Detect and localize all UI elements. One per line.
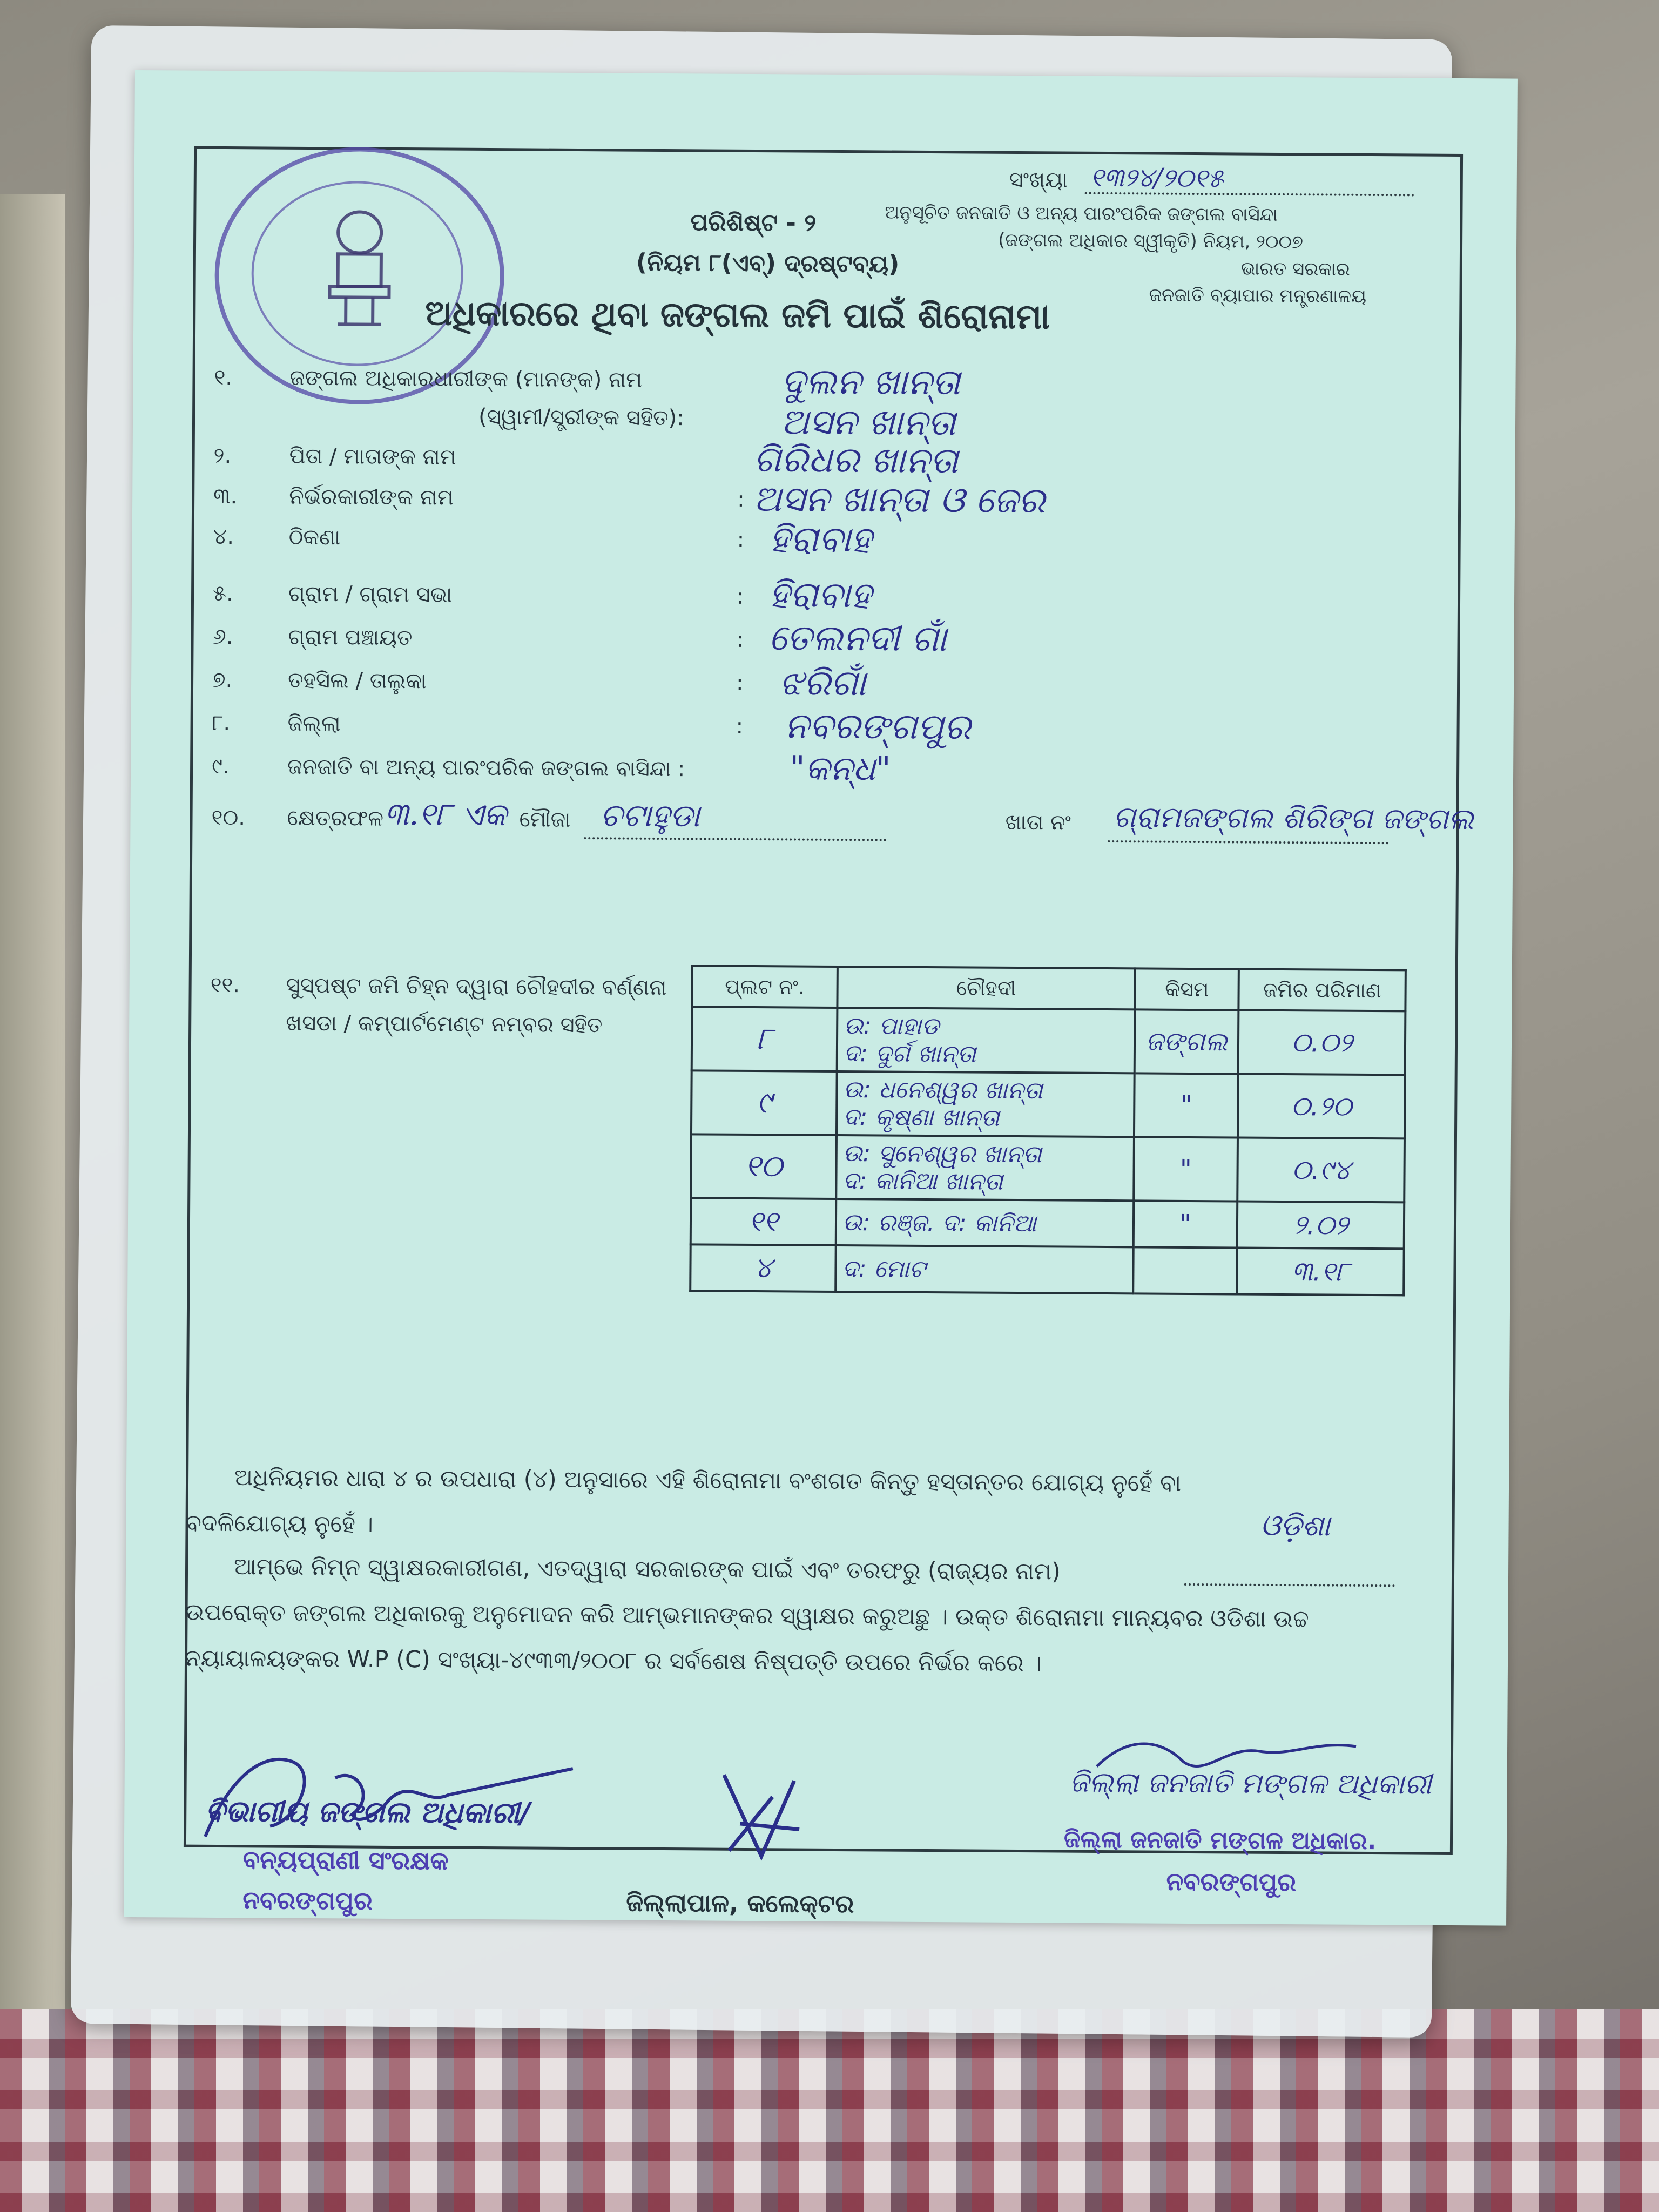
field-3-number: ୩.	[213, 483, 238, 509]
boundary-label-1: ସୁସ୍ପଷ୍ଟ ଜମି ଚିହ୍ନ ଦ୍ୱାରା ଚୌହଦୀର ବର୍ଣ୍ଣନା	[286, 973, 667, 1001]
act-line-2: (ଜଙ୍ଗଲ ଅଧିକାର ସ୍ୱୀକୃତି) ନିୟମ, ୨୦୦୭	[997, 229, 1304, 253]
mouza-label: ମୌଜା	[519, 807, 571, 832]
background-cloth-bottom	[0, 2009, 1659, 2212]
field-11-number: ୧୧.	[210, 972, 240, 998]
field-5-colon: :	[736, 584, 744, 609]
boundary-cell	[837, 1008, 1135, 1073]
field-8-value: ନବରଙ୍ଗପୁର	[784, 705, 972, 748]
field-10-number: ୧୦.	[211, 805, 246, 831]
total-area: ୩.୧୮	[1237, 1248, 1404, 1296]
table-row	[691, 1134, 1405, 1202]
field-7-label: ତହସିଲ / ତାଲୁକା	[287, 667, 427, 694]
header-kind: କିସମ	[1135, 968, 1239, 1010]
forest-officer-place: ନବରଙ୍ଗପୁର	[242, 1885, 373, 1916]
field-6-number: ୬.	[212, 624, 233, 650]
land-area: ୦.୦୨	[1238, 1010, 1405, 1075]
boundary-north: ଉ: ଧନେଶ୍ୱର ଖାନ୍ତା	[843, 1076, 1043, 1105]
act-line-4: ଜନଜାତି ବ୍ୟାପାର ମନ୍ତ୍ରଣାଳୟ	[1149, 284, 1367, 307]
field-1-label: ଜଙ୍ଗଲ ଅଧିକାରଧାରୀଙ୍କ (ମାନଙ୍କ) ନାମ	[289, 365, 643, 393]
collector-title: ଜିଲ୍ଲାପାଳ, କଲେକ୍ଟର	[626, 1887, 854, 1919]
emblem-icon	[321, 208, 397, 333]
appendix-label: ପରିଶିଷ୍ଟ - ୨	[690, 208, 817, 237]
field-7-colon: :	[736, 670, 744, 696]
background-cloth-left	[0, 194, 65, 2212]
khata-value: ଗ୍ରାମଜଙ୍ଗଲ ଶିରିଙ୍ଗ ଜଙ୍ଗଲ	[1113, 800, 1474, 837]
boundary-cell	[837, 1071, 1135, 1137]
mouza-value: ଚଟାହୁଡା	[600, 797, 700, 834]
field-3-label: ନିର୍ଭରକାରୀଙ୍କ ନାମ	[289, 484, 454, 510]
land-kind: "	[1134, 1137, 1238, 1201]
boundary-north: ଉ: ସୁନେଶ୍ୱର ଖାନ୍ତା	[842, 1139, 1042, 1169]
plot-number: ୮	[692, 1007, 838, 1071]
table-row	[691, 1070, 1405, 1138]
boundary-table-header	[692, 966, 1405, 1011]
field-1-sublabel: (ସ୍ୱାମୀ/ସ୍ତ୍ରୀଙ୍କ ସହିତ):	[478, 404, 684, 431]
land-kind: ଜଙ୍ଗଲ	[1135, 1009, 1239, 1074]
number-label: ସଂଖ୍ୟା	[1009, 167, 1068, 193]
field-8-label: ଜିଲ୍ଲା	[287, 711, 341, 737]
land-kind: "	[1134, 1073, 1238, 1137]
header-plot-no: ପ୍ଲଟ ନଂ.	[692, 966, 837, 1008]
forest-officer-title: ବିଭାଗୀୟ ଜଙ୍ଗଲ ଅଧିକାରୀ/	[205, 1793, 530, 1830]
title-document	[124, 70, 1518, 1926]
field-3-value: ଅସନ ଖାନ୍ତା ଓ ଜେର	[753, 478, 1046, 522]
field-9-label: ଜନଜାତି ବା ଅନ୍ୟ ପାରଂପରିକ ଜଙ୍ଗଲ ବାସିନ୍ଦା :	[287, 754, 685, 782]
welfare-officer-title: ଜିଲ୍ଲା ଜନଜାତି ମଙ୍ଗଳ ଅଧିକାରୀ	[1069, 1766, 1432, 1801]
field-3-colon: :	[737, 487, 745, 512]
rule-reference: (ନିୟମ ୮(ଏବ୍) ଦ୍ରଷ୍ଟବ୍ୟ)	[636, 248, 900, 278]
forest-officer-signature-icon	[194, 1718, 584, 1860]
field-5-value: ହିରାବାହ	[768, 574, 872, 616]
state-name: ଓଡ଼ିଶା	[1260, 1508, 1331, 1543]
field-9-number: ୯.	[211, 753, 230, 779]
body-paragraph-2c: ନ୍ୟାୟାଳୟଙ୍କର W.P (C) ସଂଖ୍ୟା-୪୯୩୩/୨୦୦୮ ର ସର୍ବଶେଷ ନିଷ୍ପତ୍ତି ଉପରେ ନିର୍ଭର କରେ ।	[184, 1644, 1042, 1677]
field-2-label: ପିତା / ମାତାଙ୍କ ନାମ	[289, 443, 456, 470]
boundary-table	[689, 965, 1407, 1296]
boundary-cell	[836, 1135, 1134, 1201]
boundary-label-2: ଖସଡା / କମ୍ପାର୍ଟମେଣ୍ଟ ନମ୍ବର ସହିତ	[286, 1010, 603, 1038]
field-7-number: ୭.	[212, 667, 233, 693]
field-6-label: ଗ୍ରାମ ପଞ୍ଚାୟତ	[288, 624, 413, 651]
document-title: ଅଧିକାରରେ ଥିବା ଜଙ୍ଗଲ ଜମି ପାଇଁ ଶିରୋନାମା	[425, 293, 1050, 338]
land-area: ୦.୨୦	[1238, 1074, 1405, 1139]
boundary-south: ଦ: ଦୁର୍ଗ ଖାନ୍ତା	[843, 1040, 976, 1068]
field-5-label: ଗ୍ରାମ / ଗ୍ରାମ ସଭା	[288, 581, 453, 608]
total-plot-count: ୪	[690, 1244, 836, 1292]
field-4-number: ୪.	[213, 524, 234, 550]
field-6-colon: :	[736, 627, 744, 652]
welfare-officer-place: ନବରଙ୍ଗପୁର	[1166, 1866, 1297, 1897]
total-label: ଦ: ମୋଟ	[835, 1245, 1134, 1293]
field-9-value: "କନ୍ଧ"	[789, 748, 891, 788]
welfare-officer-stamp: ଜିଲ୍ଲା ଜନଜାତି ମଙ୍ଗଳ ଅଧିକାର.	[1063, 1825, 1377, 1856]
field-1-value: ଦୁଲନ ଖାନ୍ତା	[781, 360, 961, 403]
field-8-number: ୮.	[212, 710, 231, 736]
plot-number: ୯	[691, 1070, 837, 1135]
field-7-value: ଝରିଗାଁ	[779, 662, 866, 704]
body-paragraph-1: ଅଧିନିୟମର ଧାରା ୪ ର ଉପଧାରା (୪) ଅନୁସାରେ ଏହି ଶିରୋନାମା ବଂଶଗତ କିନ୍ତୁ ହସ୍ତାନ୍ତର ଯୋଗ୍ୟ ନୁହେଁ ବା	[234, 1464, 1182, 1497]
forest-officer-stamp: ବନ୍ୟପ୍ରାଣୀ ସଂରକ୍ଷକ	[242, 1845, 449, 1876]
field-4-colon: :	[737, 527, 745, 552]
area-label: କ୍ଷେତ୍ରଫଳ	[287, 805, 384, 831]
plot-number: ୧୧	[691, 1198, 837, 1245]
boundary-cell	[836, 1199, 1134, 1247]
field-1-number: ୧.	[214, 365, 233, 390]
field-4-label: ଠିକଣା	[288, 524, 341, 550]
table-total-row	[690, 1244, 1404, 1295]
body-paragraph-2a: ଆମ୍ଭେ ନିମ୍ନ ସ୍ୱାକ୍ଷରକାରୀଗଣ, ଏତଦ୍ୱାରା ସରକାରଙ୍କ ପାଇଁ ଏବଂ ତରଫରୁ (ରାଜ୍ୟର ନାମ)	[233, 1553, 1061, 1586]
act-line-3: ଭାରତ ସରକାର	[1240, 258, 1350, 280]
collector-signature-icon	[707, 1764, 816, 1873]
land-area: ୨.୦୨	[1237, 1202, 1404, 1249]
boundary-north: ଉ: ପାହାଡ	[844, 1012, 940, 1041]
land-kind: "	[1134, 1201, 1238, 1247]
field-6-value: ତେଲନଦୀ ଗାଁ	[768, 617, 947, 660]
boundary-south: ଦ: କାନିଆ ଖାନ୍ତା	[842, 1167, 1003, 1196]
field-2-number: ୨.	[213, 443, 232, 469]
plot-number: ୧୦	[691, 1134, 837, 1199]
total-kind-empty	[1133, 1247, 1237, 1294]
area-value: ୩.୧୮ ଏକ	[384, 795, 507, 833]
field-1-value-2: ଅସନ ଖାନ୍ତା	[780, 401, 956, 444]
body-paragraph-2b: ଉପରୋକ୍ତ ଜଙ୍ଗଲ ଅଧିକାରକୁ ଅନୁମୋଦନ କରି ଆମ୍ଭମାନଙ୍କର ସ୍ୱାକ୍ଷର କରୁଅଛୁ । ଉକ୍ତ ଶିରୋନାମା ମାନ୍ୟବର ଓଡିଶା ଉଚ୍ଚ	[185, 1599, 1309, 1633]
header-boundary: ଚୌହଦୀ	[837, 967, 1135, 1009]
land-area: ୦.୯୪	[1238, 1138, 1405, 1203]
boundary-south: ଦ: କୃଷ୍ଣା ଖାନ୍ତା	[843, 1103, 1000, 1132]
boundary-north: ଉ: ରଞ୍ଜ. ଦ: କାନିଆ	[842, 1208, 1037, 1237]
table-row	[692, 1007, 1406, 1075]
act-line-1: ଅନୁସୂଚିତ ଜନଜାତି ଓ ଅନ୍ୟ ପାରଂପରିକ ଜଙ୍ଗଲ ବାସିନ୍ଦା	[885, 201, 1278, 226]
field-5-number: ୫.	[212, 581, 233, 606]
table-row	[691, 1198, 1405, 1249]
field-4-value: ହିରାବାହ	[769, 518, 872, 561]
header-area: ଜମିର ପରିମାଣ	[1239, 969, 1406, 1011]
body-paragraph-1b: ବଦଳିଯୋଗ୍ୟ ନୁହେଁ ।	[185, 1509, 374, 1538]
number-value: ୧୩୨୪/୨୦୧୫	[1090, 162, 1224, 194]
field-2-value: ଗିରିଧର ଖାନ୍ତା	[753, 439, 959, 482]
field-8-colon: :	[736, 713, 744, 739]
khata-label: ଖାତା ନଂ	[1005, 810, 1071, 835]
